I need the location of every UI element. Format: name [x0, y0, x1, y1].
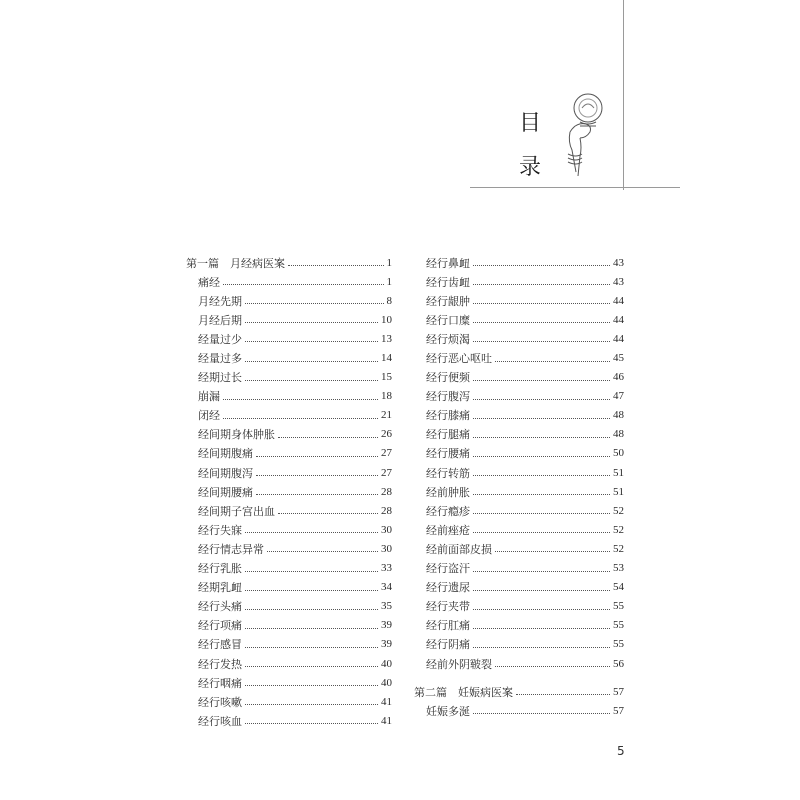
- toc-entry-label: 经间期子宫出血: [198, 504, 275, 518]
- toc-entry-label: 闭经: [198, 409, 220, 423]
- toc-entry-label: 经期乳衄: [198, 581, 242, 595]
- toc-entry[interactable]: [414, 701, 624, 720]
- toc-leader-dots: [495, 666, 610, 667]
- toc-leader-dots: [245, 361, 378, 362]
- toc-part-heading[interactable]: [414, 682, 624, 701]
- toc-entry[interactable]: [414, 310, 624, 329]
- toc-leader-dots: [473, 571, 610, 572]
- toc-entry-label: 第一篇 月经病医案: [186, 256, 285, 270]
- toc-entry-label: 经行便频: [426, 371, 470, 385]
- toc-entry-label: 经行乳胀: [198, 562, 242, 576]
- lightbulb-hand-illustration: [556, 88, 618, 180]
- toc-entry-page: 30: [381, 542, 392, 555]
- toc-entry-page: 15: [381, 371, 392, 384]
- toc-entry-label: 经行腰痛: [426, 447, 470, 461]
- toc-entry-label: 经行恶心呕吐: [426, 352, 492, 366]
- toc-entry[interactable]: [414, 520, 624, 539]
- toc-entry-label: 经前面部皮损: [426, 542, 492, 556]
- toc-entry[interactable]: [414, 368, 624, 387]
- toc-leader-dots: [245, 322, 378, 323]
- toc-part-heading[interactable]: [186, 253, 392, 272]
- toc-entry[interactable]: [186, 539, 392, 558]
- decorative-horizontal-rule: [470, 187, 680, 188]
- toc-entry-page: 34: [381, 581, 392, 594]
- toc-entry[interactable]: [414, 272, 624, 291]
- toc-entry[interactable]: [186, 559, 392, 578]
- toc-entry-page: 44: [613, 332, 624, 345]
- toc-entry-label: 经间期腰痛: [198, 485, 253, 499]
- toc-entry[interactable]: [414, 348, 624, 367]
- toc-leader-dots: [473, 437, 610, 438]
- toc-entry[interactable]: [186, 387, 392, 406]
- toc-leader-dots: [473, 380, 610, 381]
- toc-entry[interactable]: [186, 578, 392, 597]
- toc-leader-dots: [473, 647, 610, 648]
- toc-entry-page: 10: [381, 313, 392, 326]
- toc-entry-label: 经行情志异常: [198, 542, 264, 556]
- toc-leader-dots: [473, 341, 610, 342]
- title-char-2: 录: [519, 155, 542, 180]
- toc-entry-page: 45: [613, 352, 624, 365]
- toc-leader-dots: [288, 265, 384, 266]
- toc-entry-page: 27: [381, 466, 392, 479]
- toc-leader-dots: [245, 628, 378, 629]
- toc-entry[interactable]: [414, 539, 624, 558]
- toc-entry[interactable]: [414, 253, 624, 272]
- toc-entry-label: 经前外阴皲裂: [426, 657, 492, 671]
- toc-entry-label: 经行转筋: [426, 466, 470, 480]
- toc-leader-dots: [256, 475, 378, 476]
- toc-entry-label: 经行夹带: [426, 600, 470, 614]
- toc-entry[interactable]: [186, 348, 392, 367]
- toc-entry-label: 经间期腹泻: [198, 466, 253, 480]
- toc-entry[interactable]: [414, 444, 624, 463]
- toc-leader-dots: [267, 551, 378, 552]
- toc-entry-page: 55: [613, 600, 624, 613]
- toc-leader-dots: [473, 532, 610, 533]
- toc-leader-dots: [473, 456, 610, 457]
- toc-entry-label: 月经后期: [198, 313, 242, 327]
- toc-entry-label: 经间期腹痛: [198, 447, 253, 461]
- toc-entry[interactable]: [186, 711, 392, 730]
- toc-leader-dots: [245, 590, 378, 591]
- toc-leader-dots: [245, 704, 378, 705]
- toc-entry[interactable]: [414, 559, 624, 578]
- toc-entry-page: 27: [381, 447, 392, 460]
- toc-entry[interactable]: [414, 635, 624, 654]
- toc-entry-page: 55: [613, 619, 624, 632]
- toc-entry-page: 8: [386, 294, 392, 307]
- page-number: 5: [617, 744, 625, 758]
- toc-entry-page: 39: [381, 619, 392, 632]
- toc-entry-page: 28: [381, 504, 392, 517]
- toc-entry-label: 经行咽痛: [198, 676, 242, 690]
- toc-entry-page: 18: [381, 390, 392, 403]
- toc-entry[interactable]: [414, 578, 624, 597]
- toc-entry-label: 妊娠多涎: [426, 704, 470, 718]
- toc-entry-label: 经行发热: [198, 657, 242, 671]
- toc-leader-dots: [245, 341, 378, 342]
- toc-right-column: [414, 253, 624, 720]
- toc-entry-label: 经行头痛: [198, 600, 242, 614]
- toc-entry-label: 经间期身体肿胀: [198, 428, 275, 442]
- toc-entry[interactable]: [414, 654, 624, 673]
- toc-entry[interactable]: [186, 444, 392, 463]
- toc-entry-label: 经行咳血: [198, 714, 242, 728]
- toc-entry-label: 经行盗汗: [426, 562, 470, 576]
- toc-entry-label: 经行遗尿: [426, 581, 470, 595]
- toc-entry[interactable]: [186, 272, 392, 291]
- toc-entry-page: 48: [613, 428, 624, 441]
- toc-leader-dots: [245, 647, 378, 648]
- toc-leader-dots: [473, 609, 610, 610]
- toc-entry[interactable]: [186, 597, 392, 616]
- toc-leader-dots: [245, 723, 378, 724]
- toc-leader-dots: [245, 666, 378, 667]
- toc-entry-label: 经行瘾疹: [426, 504, 470, 518]
- toc-entry-page: 39: [381, 638, 392, 651]
- toc-entry-page: 51: [613, 466, 624, 479]
- toc-leader-dots: [473, 628, 610, 629]
- toc-entry[interactable]: [186, 406, 392, 425]
- toc-entry[interactable]: [186, 692, 392, 711]
- toc-entry-page: 13: [381, 332, 392, 345]
- toc-entry-page: 56: [613, 657, 624, 670]
- toc-leader-dots: [473, 399, 610, 400]
- toc-leader-dots: [495, 361, 610, 362]
- toc-entry-label: 第二篇 妊娠病医案: [414, 685, 513, 699]
- toc-leader-dots: [245, 571, 378, 572]
- toc-entry-page: 52: [613, 542, 624, 555]
- toc-entry[interactable]: [414, 406, 624, 425]
- toc-entry-label: 经行烦渴: [426, 332, 470, 346]
- toc-entry-page: 52: [613, 523, 624, 536]
- toc-entry-label: 经行感冒: [198, 638, 242, 652]
- toc-leader-dots: [245, 303, 384, 304]
- toc-entry-page: 28: [381, 485, 392, 498]
- toc-entry-label: 经量过多: [198, 352, 242, 366]
- toc-entry-label: 经前肿胀: [426, 485, 470, 499]
- toc-leader-dots: [245, 685, 378, 686]
- toc-entry-label: 经行龈肿: [426, 294, 470, 308]
- toc-entry-page: 30: [381, 523, 392, 536]
- toc-leader-dots: [245, 532, 378, 533]
- toc-entry[interactable]: [414, 597, 624, 616]
- toc-entry-page: 40: [381, 657, 392, 670]
- toc-leader-dots: [516, 694, 610, 695]
- toc-leader-dots: [495, 551, 610, 552]
- toc-entry[interactable]: [186, 310, 392, 329]
- toc-entry-label: 经行失寐: [198, 523, 242, 537]
- toc-entry[interactable]: [186, 329, 392, 348]
- toc-entry[interactable]: [186, 654, 392, 673]
- toc-entry-page: 33: [381, 562, 392, 575]
- toc-entry[interactable]: [186, 463, 392, 482]
- toc-entry-page: 50: [613, 447, 624, 460]
- toc-entry-page: 51: [613, 485, 624, 498]
- toc-entry[interactable]: [186, 673, 392, 692]
- toc-entry-label: 经行齿衄: [426, 275, 470, 289]
- toc-leader-dots: [473, 713, 610, 714]
- toc-entry-label: 经行阴痛: [426, 638, 470, 652]
- toc-entry-label: 月经先期: [198, 294, 242, 308]
- toc-entry-page: 41: [381, 714, 392, 727]
- decorative-vertical-rule: [623, 0, 624, 190]
- toc-leader-dots: [473, 284, 610, 285]
- toc-entry-page: 21: [381, 409, 392, 422]
- toc-entry[interactable]: [414, 291, 624, 310]
- toc-entry-page: 57: [613, 704, 624, 717]
- toc-entry-label: 经行肛痛: [426, 619, 470, 633]
- toc-entry[interactable]: [186, 520, 392, 539]
- toc-entry-page: 14: [381, 352, 392, 365]
- toc-entry-label: 经行鼻衄: [426, 256, 470, 270]
- toc-entry[interactable]: [186, 425, 392, 444]
- toc-entry-page: 43: [613, 256, 624, 269]
- toc-leader-dots: [473, 265, 610, 266]
- toc-entry-page: 57: [613, 685, 624, 698]
- toc-entry[interactable]: [186, 291, 392, 310]
- toc-entry[interactable]: [186, 616, 392, 635]
- toc-entry-page: 35: [381, 600, 392, 613]
- toc-leader-dots: [245, 380, 378, 381]
- toc-entry[interactable]: [414, 329, 624, 348]
- toc-entry[interactable]: [414, 463, 624, 482]
- toc-entry-page: 52: [613, 504, 624, 517]
- toc-entry[interactable]: [186, 368, 392, 387]
- toc-entry[interactable]: [186, 501, 392, 520]
- toc-leader-dots: [256, 456, 378, 457]
- toc-entry-page: 40: [381, 676, 392, 689]
- toc-entry-page: 55: [613, 638, 624, 651]
- toc-entry-label: 经量过少: [198, 332, 242, 346]
- toc-entry-page: 26: [381, 428, 392, 441]
- toc-entry-page: 46: [613, 371, 624, 384]
- toc-entry-page: 53: [613, 562, 624, 575]
- toc-leader-dots: [473, 513, 610, 514]
- toc-entry-page: 1: [386, 256, 392, 269]
- toc-entry-label: 经行腿痛: [426, 428, 470, 442]
- toc-entry-page: 44: [613, 313, 624, 326]
- toc-entry-label: 经行膝痛: [426, 409, 470, 423]
- toc-leader-dots: [473, 303, 610, 304]
- toc-leader-dots: [223, 284, 384, 285]
- toc-entry[interactable]: [414, 425, 624, 444]
- toc-entry-page: 1: [386, 275, 392, 288]
- toc-leader-dots: [473, 475, 610, 476]
- toc-entry-label: 经行咳嗽: [198, 695, 242, 709]
- toc-leader-dots: [473, 590, 610, 591]
- toc-entry-label: 经前痤疮: [426, 523, 470, 537]
- toc-entry[interactable]: [414, 501, 624, 520]
- toc-leader-dots: [256, 494, 378, 495]
- toc-leader-dots: [223, 418, 378, 419]
- toc-entry-page: 41: [381, 695, 392, 708]
- toc-leader-dots: [278, 513, 378, 514]
- toc-entry-label: 经期过长: [198, 371, 242, 385]
- toc-entry-label: 经行口糜: [426, 313, 470, 327]
- toc-entry-page: 48: [613, 409, 624, 422]
- toc-entry[interactable]: [414, 616, 624, 635]
- toc-entry[interactable]: [414, 482, 624, 501]
- toc-entry-page: 43: [613, 275, 624, 288]
- toc-entry[interactable]: [186, 482, 392, 501]
- toc-entry[interactable]: [186, 635, 392, 654]
- toc-leader-dots: [473, 322, 610, 323]
- toc-leader-dots: [245, 609, 378, 610]
- toc-entry-page: 47: [613, 390, 624, 403]
- toc-leader-dots: [278, 437, 378, 438]
- toc-entry-page: 54: [613, 581, 624, 594]
- toc-entry-label: 经行腹泻: [426, 390, 470, 404]
- toc-entry-page: 44: [613, 294, 624, 307]
- toc-left-column: [186, 253, 392, 730]
- toc-leader-dots: [223, 399, 378, 400]
- toc-entry-label: 痛经: [198, 275, 220, 289]
- title-char-1: 目: [519, 111, 542, 136]
- toc-entry-label: 经行项痛: [198, 619, 242, 633]
- toc-leader-dots: [473, 494, 610, 495]
- toc-entry[interactable]: [414, 387, 624, 406]
- toc-entry-label: 崩漏: [198, 390, 220, 404]
- toc-leader-dots: [473, 418, 610, 419]
